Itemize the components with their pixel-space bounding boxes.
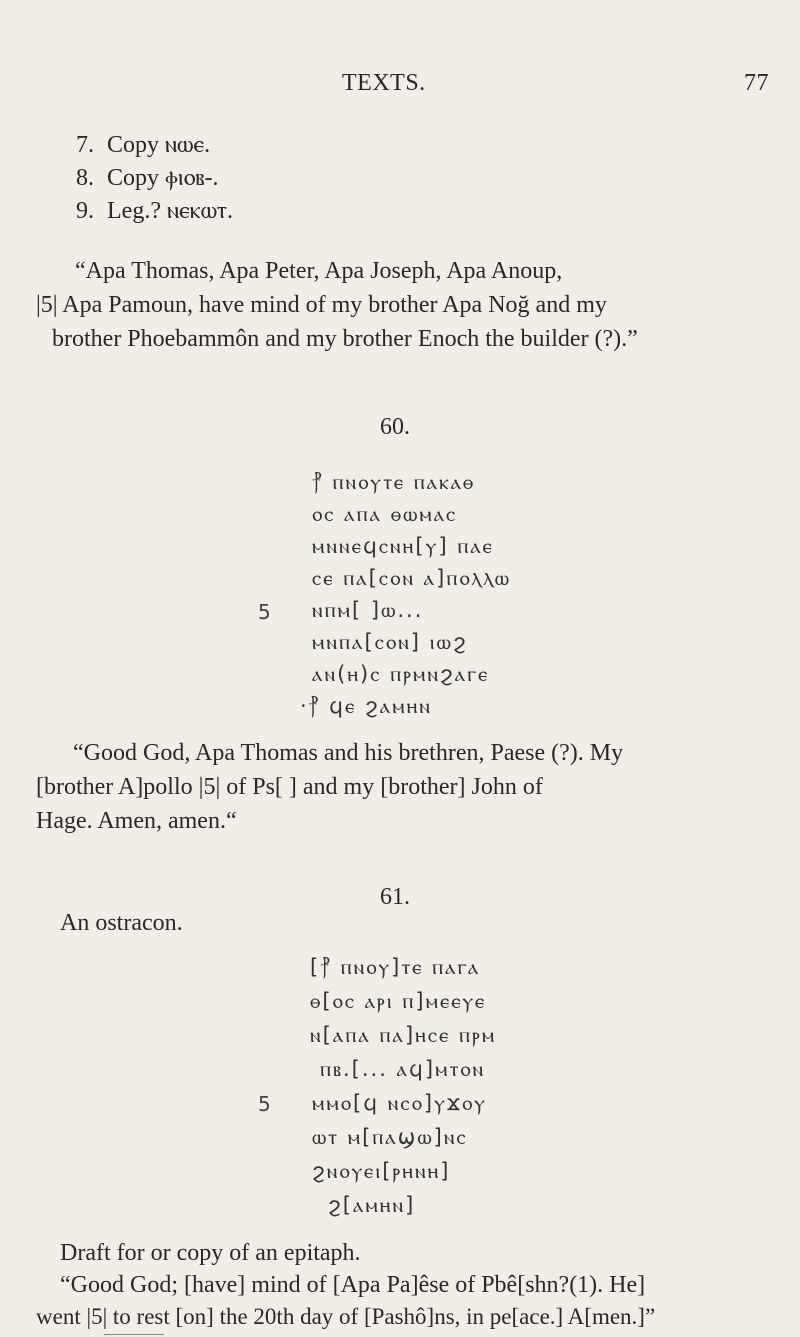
list-item-7-number: 7.	[76, 132, 94, 158]
section-60-translation-line-3: Hage. Amen, amen.“	[36, 808, 237, 834]
list-item-9-number: 9.	[76, 198, 94, 224]
section-61-coptic-line-5: ⲙⲙⲟ[ϥ ⲛⲥⲟ]ⲩϫⲟⲩ	[312, 1091, 487, 1115]
section-60-coptic-line-2: ⲟⲥ ⲁⲡⲁ ⲑⲱⲙⲁⲥ	[312, 502, 458, 526]
section-60-translation-line-2: [brother A]pollo |5| of Ps[ ] and my [brother] John of	[36, 774, 543, 800]
section-61-number: 61.	[380, 884, 410, 910]
list-item-8-number: 8.	[76, 165, 94, 191]
section-61-coptic-line-7: ϩⲛⲟⲩⲉⲓ[ⲣⲏⲛⲏ]	[312, 1159, 451, 1183]
section-61-translation-line-2: went |5| to rest [on] the 20th day of [Pashô]ns, in pe[ace.] A[men.]”	[36, 1304, 656, 1329]
section-61-coptic-line-6: ⲱⲧ ⲙ[ⲡⲁϣⲱ]ⲛⲥ	[312, 1125, 468, 1149]
section-60-translation-line-1: “Good God, Apa Thomas and his brethren, Paese (?). My	[73, 740, 624, 766]
section-61-line-number: 5	[258, 1092, 271, 1116]
section-61-label: An ostracon.	[60, 910, 183, 936]
section-60-coptic-line-4: ⲥⲉ ⲡⲁ[ⲥⲟⲛ ⲁ]ⲡⲟⲗⲗⲱ	[312, 566, 512, 590]
list-item-8-text: Copy ⲫⲓⲟⲃ-.	[107, 165, 219, 191]
section-61-coptic-line-4: ⲡⲃ.[... ⲁϥ]ⲙⲧⲟⲛ	[320, 1057, 486, 1081]
section-61-coptic-line-8: ϩ[ⲁⲙⲏⲛ]	[328, 1193, 416, 1217]
page-number: 77	[744, 70, 769, 96]
quote-1-line-2: |5| Apa Pamoun, have mind of my brother Apa Noğ and my	[36, 292, 607, 318]
quote-1-line-3: brother Phoebammôn and my brother Enoch the builder (?).”	[52, 326, 638, 352]
section-60-line-number: 5	[258, 600, 271, 624]
quote-1-line-1: “Apa Thomas, Apa Peter, Apa Joseph, Apa Anoup,	[75, 258, 563, 284]
section-61-translation-line-1: “Good God; [have] mind of [Apa Pa]êse of Pbê[shn?(1). He]	[60, 1272, 646, 1298]
list-item-9-text: Leg.? ⲛⲉⲕⲱⲧ.	[107, 198, 234, 224]
section-60-coptic-line-8: ·⳨ ϥⲉ ϩⲁⲙⲏⲛ	[300, 694, 432, 718]
section-60-coptic-line-6: ⲙⲛⲡⲁ[ⲥⲟⲛ] ⲓⲱϩ	[312, 630, 468, 654]
section-60-number: 60.	[380, 414, 410, 440]
section-61-coptic-line-1: [⳨ ⲡⲛⲟⲩ]ⲧⲉ ⲡⲁⲅⲁ	[310, 955, 481, 979]
section-60-coptic-line-1: ⳨ ⲡⲛⲟⲩⲧⲉ ⲡⲁⲕⲁⲑ	[312, 470, 476, 494]
footnote-rule	[104, 1334, 164, 1335]
section-61-coptic-line-2: ⲑ[ⲟⲥ ⲁⲣⲓ ⲡ]ⲙⲉⲉⲩⲉ	[310, 989, 487, 1013]
section-60-coptic-line-3: ⲙⲛⲛⲉϥⲥⲛⲏ[ⲩ] ⲡⲁⲉ	[312, 534, 494, 558]
section-61-description: Draft for or copy of an epitaph.	[60, 1240, 361, 1266]
section-60-coptic-line-7: ⲁⲛ(ⲏ)ⲥ ⲡⲣⲙⲛϩⲁⲅⲉ	[312, 662, 490, 686]
running-header-title: TEXTS.	[342, 70, 426, 96]
list-item-7-text: Copy ⲛⲱⲉ.	[107, 132, 211, 158]
section-61-coptic-line-3: ⲛ[ⲁⲡⲁ ⲡⲁ]ⲏⲥⲉ ⲡⲣⲙ	[310, 1023, 497, 1047]
section-60-coptic-line-5: ⲛⲡⲙ[ ]ⲱ...	[312, 598, 424, 622]
